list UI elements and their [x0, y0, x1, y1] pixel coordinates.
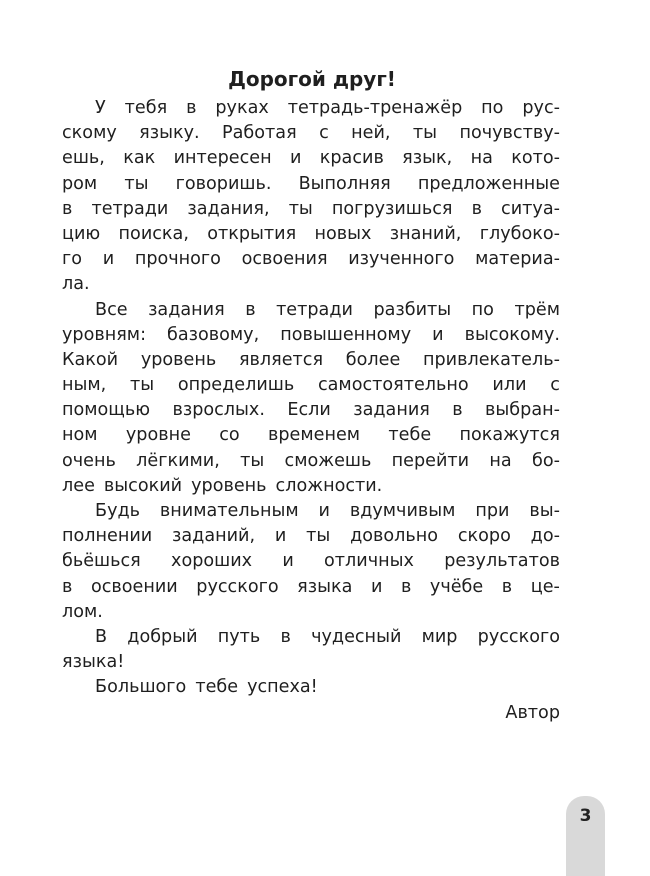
word: уровням:: [62, 324, 146, 345]
word: изученного: [348, 249, 455, 270]
word: путь: [217, 626, 261, 647]
word: на: [470, 148, 493, 169]
text-line: [62, 247, 560, 272]
word: глубоко-: [479, 223, 560, 244]
word: скому: [62, 123, 117, 144]
word: ней,: [351, 123, 391, 144]
word: успеха!: [247, 677, 318, 698]
word: прочного: [134, 249, 221, 270]
word: вдумчивым: [349, 501, 456, 521]
word: тетради: [91, 198, 169, 219]
word: очень: [62, 450, 116, 471]
word: более: [345, 349, 401, 370]
word: Выполняя: [298, 173, 391, 194]
text-line: [62, 348, 560, 373]
word: уровень: [140, 349, 217, 370]
word: вы-: [529, 501, 560, 521]
word: и: [432, 324, 444, 345]
word: новых: [314, 223, 372, 244]
word: и: [370, 576, 383, 597]
word: тебе: [195, 677, 239, 698]
word: повышенному: [280, 324, 412, 345]
word: в: [186, 98, 197, 118]
signature-line: [62, 701, 560, 726]
word: лом.: [62, 601, 103, 622]
word: самостоятельно: [317, 375, 469, 396]
word: уровень: [191, 475, 267, 496]
word: ты: [288, 198, 313, 219]
word: В: [95, 626, 108, 647]
word: ситуа-: [501, 198, 560, 219]
word: или: [492, 375, 527, 396]
word: тетради: [276, 299, 353, 320]
word: хороших: [171, 551, 253, 572]
text-line: [62, 449, 560, 474]
text-line: [62, 298, 560, 323]
word: предложенные: [417, 173, 560, 194]
word: материа-: [475, 249, 560, 270]
word: помощью: [62, 400, 151, 421]
word: трём: [514, 299, 560, 320]
text-line: [62, 423, 560, 448]
word: цию: [62, 223, 101, 244]
text-line: [62, 398, 560, 423]
word: бо-: [531, 450, 560, 471]
text-line: [62, 650, 560, 675]
word: высокому.: [464, 324, 560, 345]
signature: Автор: [505, 702, 560, 723]
word: с: [550, 375, 560, 396]
word: русского: [196, 576, 279, 597]
word: в: [62, 198, 73, 219]
word: знаний,: [389, 223, 462, 244]
text-line: [62, 96, 560, 121]
word: является: [238, 349, 324, 370]
word: Если: [287, 400, 331, 421]
text-line: [62, 600, 560, 625]
word: довольно: [350, 526, 439, 547]
word: освоении: [90, 576, 178, 597]
word: Работая: [222, 123, 297, 144]
text-line: [62, 474, 560, 499]
word: ном: [62, 425, 98, 446]
word: красив: [319, 148, 384, 169]
word: задания,: [187, 198, 270, 219]
word: чудесный: [311, 626, 402, 647]
word: ла.: [62, 274, 90, 295]
page-title: Дорогой друг!: [228, 67, 396, 91]
word: сможешь: [284, 450, 372, 471]
paragraph: [62, 675, 560, 700]
text-line: [62, 272, 560, 297]
paragraph: [62, 96, 560, 298]
word: по: [481, 98, 504, 118]
text-line: [62, 146, 560, 171]
word: по: [471, 299, 494, 320]
word: ты: [129, 375, 155, 396]
letter-body: [62, 96, 560, 701]
word: добрый: [127, 626, 198, 647]
word: мир: [421, 626, 458, 647]
word: со: [219, 425, 240, 446]
word: высокий: [103, 475, 183, 496]
word: сложности.: [275, 475, 383, 496]
paragraph: [62, 298, 560, 500]
text-line: [62, 222, 560, 247]
text-line: [62, 323, 560, 348]
text-line: [62, 121, 560, 146]
paragraph: [62, 499, 560, 625]
word: выбран-: [485, 400, 560, 421]
word: и: [102, 249, 115, 270]
word: го: [62, 249, 83, 270]
word: У: [95, 98, 106, 118]
word: и: [289, 148, 302, 169]
text-line: [62, 524, 560, 549]
word: поиска,: [118, 223, 189, 244]
word: определишь: [177, 375, 295, 396]
word: лее: [62, 475, 95, 496]
paragraph: [62, 625, 560, 675]
word: ешь,: [62, 148, 105, 169]
word: скоро: [457, 526, 511, 547]
word: освоения: [241, 249, 328, 270]
word: как: [123, 148, 156, 169]
word: интересен: [173, 148, 272, 169]
word: ты: [124, 173, 149, 194]
word: привлекатель-: [422, 349, 560, 370]
word: задания: [353, 400, 430, 421]
word: покажутся: [459, 425, 560, 446]
word: с: [319, 123, 329, 144]
text-line: [62, 549, 560, 574]
word: в: [62, 576, 73, 597]
word: до-: [530, 526, 560, 547]
word: тебя: [124, 98, 168, 118]
word: в: [245, 299, 256, 320]
word: временем: [268, 425, 361, 446]
word: результатов: [444, 551, 560, 572]
page-number-tab: [566, 796, 605, 876]
page-number: 3: [579, 806, 592, 826]
word: язык,: [402, 148, 453, 169]
word: учёбе: [429, 576, 484, 597]
word: разбиты: [373, 299, 452, 320]
word: тетрадь-тренажёр: [287, 98, 463, 118]
word: кото-: [511, 148, 560, 169]
word: открытия: [207, 223, 297, 244]
word: в: [471, 198, 482, 219]
word: в: [400, 576, 412, 597]
word: в: [280, 626, 291, 647]
word: и: [274, 526, 287, 547]
word: полнении: [62, 526, 153, 547]
word: взрослых.: [172, 400, 265, 421]
word: ты: [306, 526, 331, 547]
word: руках: [215, 98, 269, 118]
word: бьёшься: [62, 551, 141, 572]
word: уровне: [125, 425, 191, 446]
text-line: [62, 197, 560, 222]
word: отличных: [324, 551, 414, 572]
word: почувству-: [459, 123, 560, 144]
text-line: [62, 172, 560, 197]
word: погрузишься: [331, 198, 453, 219]
word: русского: [477, 626, 560, 647]
word: ты: [240, 450, 265, 471]
word: базовому,: [167, 324, 260, 345]
word: заданий,: [172, 526, 256, 547]
word: задания: [148, 299, 225, 320]
word: внимательным: [159, 501, 299, 521]
text-line: [62, 373, 560, 398]
word: говоришь.: [175, 173, 272, 194]
word: Большого: [95, 677, 187, 698]
word: и: [318, 501, 330, 521]
word: языка: [297, 576, 353, 597]
word: лёгкими,: [136, 450, 220, 471]
text-line: [62, 499, 560, 524]
word: в: [501, 576, 513, 597]
word: рус-: [522, 98, 560, 118]
word: языку.: [139, 123, 200, 144]
word: и: [282, 551, 294, 572]
word: ром: [62, 173, 98, 194]
word: на: [489, 450, 512, 471]
text-line: [62, 625, 560, 650]
word: при: [475, 501, 510, 521]
word: ным,: [62, 375, 107, 396]
word: Будь: [95, 501, 141, 521]
text-line: [62, 575, 560, 600]
word: языка!: [62, 652, 125, 673]
word: ты: [412, 123, 438, 144]
text-line: [62, 675, 560, 700]
word: Какой: [62, 349, 119, 370]
word: в: [452, 400, 463, 421]
word: тебе: [388, 425, 432, 446]
word: це-: [530, 576, 560, 597]
document-page: [62, 64, 560, 726]
word: Все: [95, 299, 128, 320]
word: перейти: [391, 450, 470, 471]
